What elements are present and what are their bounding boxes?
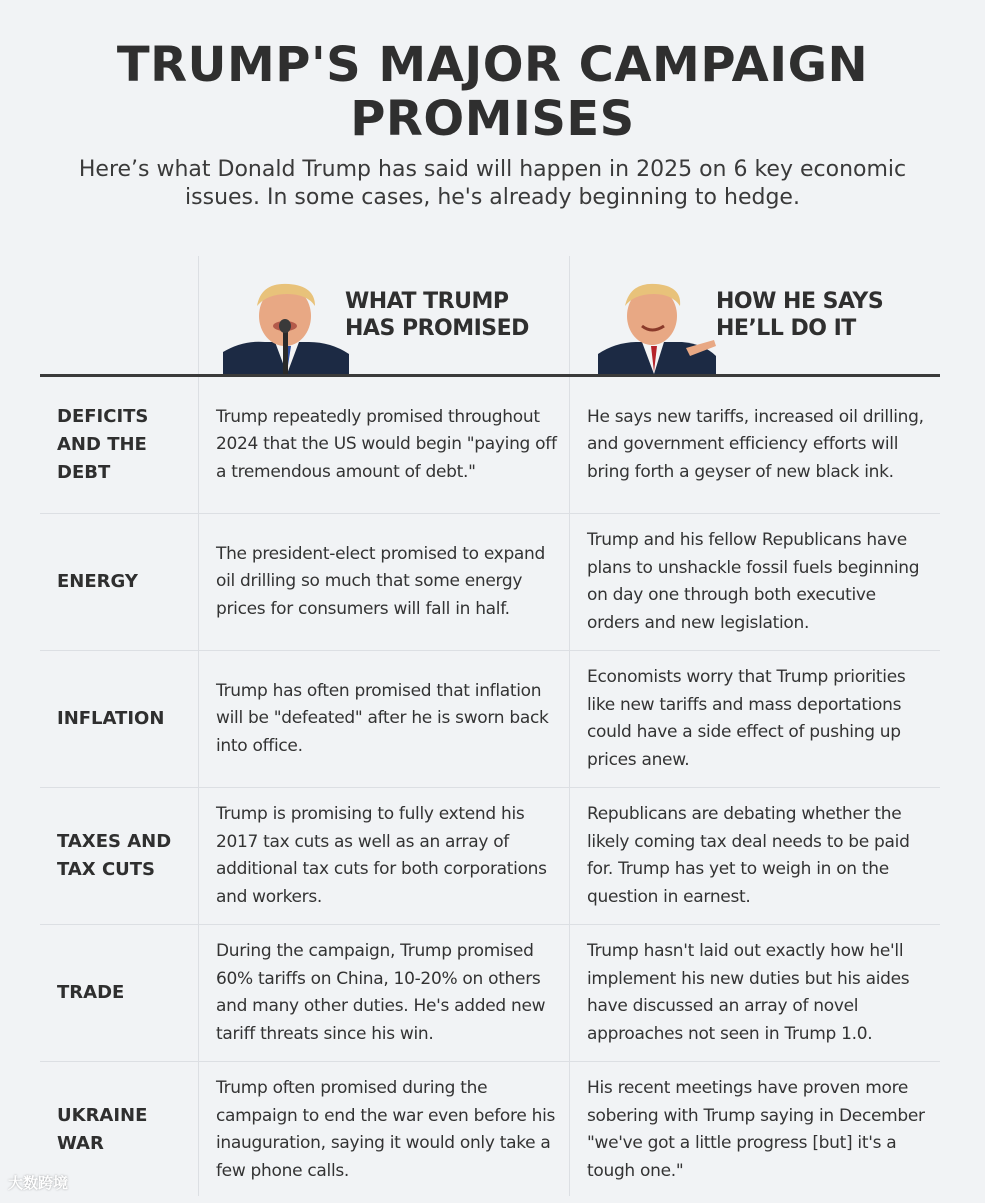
row-how: Economists worry that Trump priorities like new tariffs and mass deportations could have a side effect of pushing up prices anew. <box>587 667 906 770</box>
table-row <box>40 651 940 788</box>
header-how-line1: HOW HE SAYS <box>716 289 884 314</box>
row-category: DEFICITS AND THE DEBT <box>57 406 149 483</box>
table-row <box>40 514 940 651</box>
row-how: Trump hasn't laid out exactly how he'll implement his new duties but his aides have discussed an array of novel approaches not seen in Trump 1.0. <box>587 941 910 1044</box>
page-subtitle: Here’s what Donald Trump has said will happen in 2025 on 6 key economic issues. In some cases, he's already beginning to hedge. <box>78 157 907 210</box>
row-category: TRADE <box>57 982 125 1003</box>
header-how <box>570 256 940 374</box>
row-how: His recent meetings have proven more sobering with Trump saying in December "we've got a little progress [but] it's a tough one." <box>587 1078 925 1181</box>
row-category: TAXES AND TAX CUTS <box>57 831 172 880</box>
trump-pointing-portrait <box>598 282 724 374</box>
row-promise: Trump is promising to fully extend his 2017 tax cuts as well as an array of additional tax cuts for both corporations and workers. <box>216 804 547 907</box>
table-row <box>40 377 940 514</box>
promises-table <box>40 256 940 1196</box>
header-promised-line2: HAS PROMISED <box>345 316 529 341</box>
header-how-line2: HE’LL DO IT <box>716 316 856 341</box>
row-how: Republicans are debating whether the likely coming tax deal needs to be paid for. Trump has yet to weigh in on the question in earnest. <box>587 804 910 907</box>
row-category: ENERGY <box>57 571 138 592</box>
header-promised-line1: WHAT TRUMP <box>345 289 509 314</box>
trump-speaking-portrait <box>223 282 349 374</box>
row-promise: Trump has often promised that inflation will be "defeated" after he is sworn back into office. <box>216 680 549 756</box>
row-how: He says new tariffs, increased oil drilling, and government efficiency efforts will bring forth a geyser of new black ink. <box>587 406 924 482</box>
row-promise: During the campaign, Trump promised 60% tariffs on China, 10-20% on others and many other duties. He's added new tariff threats since his win. <box>216 941 546 1044</box>
row-promise: Trump often promised during the campaign to end the war even before his inauguration, saying it would only take a few phone calls. <box>216 1078 556 1181</box>
row-category: UKRAINE WAR <box>57 1105 148 1154</box>
watermark: 大数跨境 <box>8 1175 69 1192</box>
row-category: INFLATION <box>57 708 165 729</box>
header-how-label <box>716 288 883 342</box>
header-promised-label <box>345 288 529 342</box>
table-row <box>40 788 940 925</box>
row-how: Trump and his fellow Republicans have plans to unshackle fossil fuels beginning on day one through both executive orders and new legislation. <box>587 530 920 633</box>
table-header <box>40 256 940 377</box>
page-title: TRUMP'S MAJOR CAMPAIGN PROMISES <box>116 37 869 147</box>
row-promise: The president-elect promised to expand oil drilling so much that some energy prices for consumers will fall in half. <box>216 543 546 619</box>
table-row <box>40 925 940 1062</box>
header-promised <box>199 256 569 374</box>
table-row <box>40 1062 940 1198</box>
row-promise: Trump repeatedly promised throughout 2024 that the US would begin "paying off a tremendous amount of debt." <box>216 406 557 482</box>
